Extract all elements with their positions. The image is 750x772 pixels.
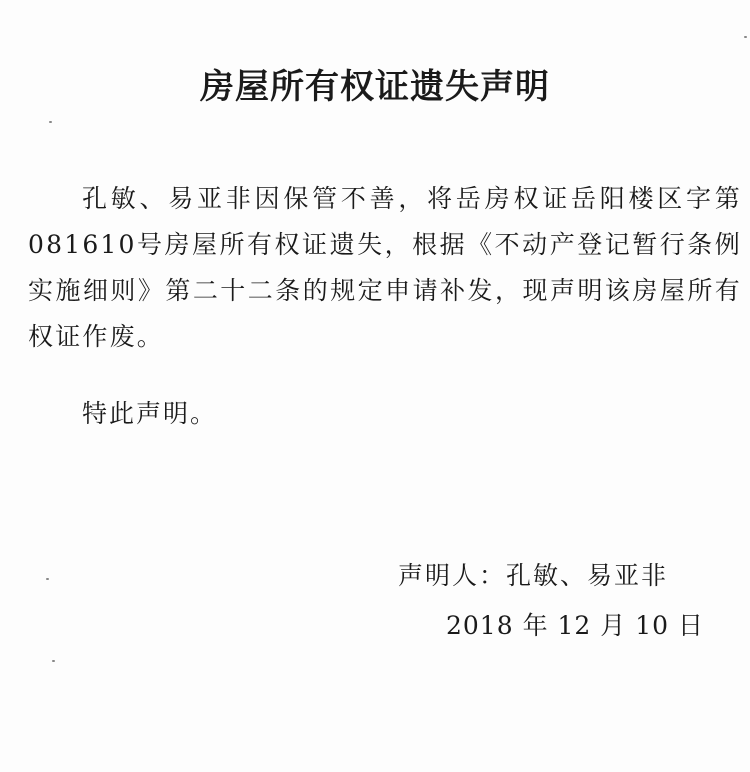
declaration-body: 孔敏、易亚非因保管不善，将岳房权证岳阳楼区字第081610号房屋所有权证遗失，根据《不动产登记暂行条例实施细则》第二十二条的规定申请补发，现声明该房屋所有权证作废。 [28,184,742,351]
scan-speck [52,660,55,662]
scan-speck [49,121,52,123]
closing-line: 特此声明。 [82,399,218,428]
scan-speck [46,578,49,580]
scan-speck [744,36,747,38]
date-line: 2018 年 12 月 10 日 [446,611,704,640]
document-title: 房屋所有权证遗失声明 [200,67,550,107]
signer-line: 声明人：孔敏、易亚非 [398,561,669,590]
